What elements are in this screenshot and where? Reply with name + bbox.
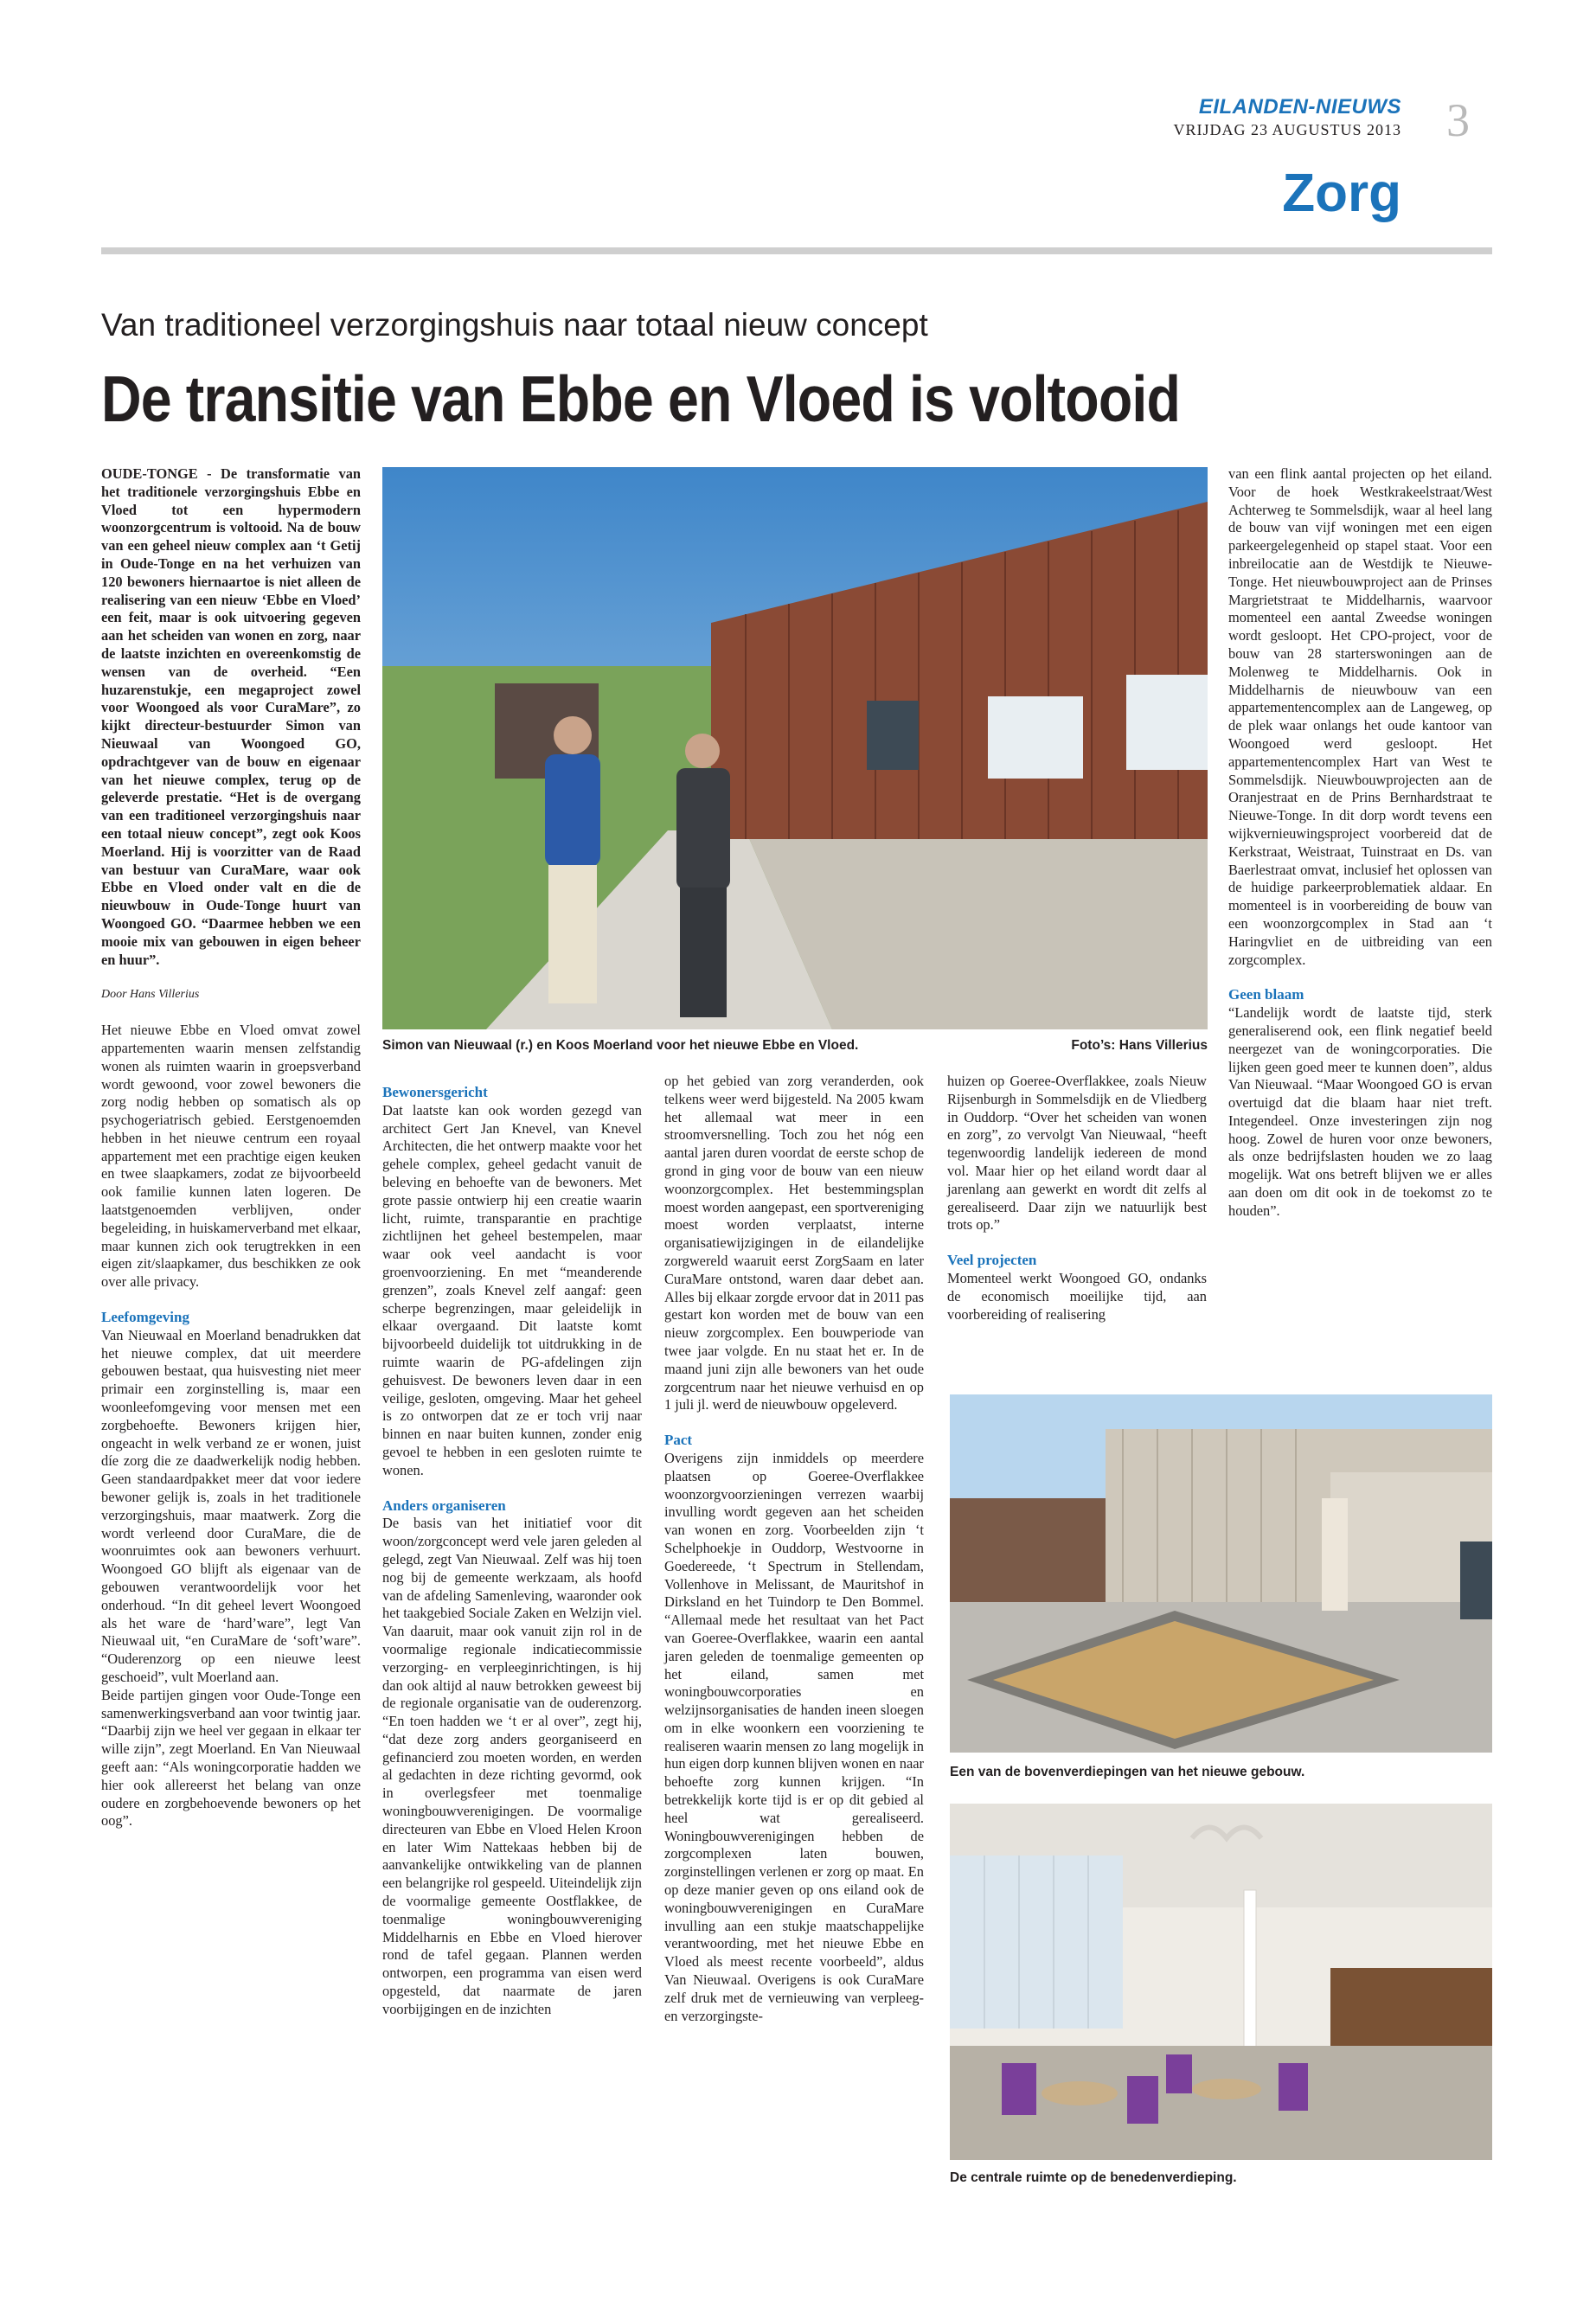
column-1 [101, 465, 361, 1830]
main-photo-caption: Simon van Nieuwaal (r.) en Koos Moerland voor het nieuwe Ebbe en Vloed. [382, 1038, 859, 1053]
subhead-geen-blaam: Geen blaam [1228, 986, 1304, 1003]
photo-credit: Foto’s: Hans Villerius [1071, 1038, 1208, 1053]
body-paragraph: “Landelijk wordt de laatste tijd, sterk generaliserend ook, een flink negatief beeld neergezet van de woningcorporaties. Die lijken geen goed meer te kunnen doen”, aldus Van Nieuwaal. “Maar Woongoed GO is ervan overtuigd dat die blaam haar niet treft. Integendeel. Onze investeringen zijn nog hoog. Zowel de huren voor onze bewoners, als onze bedrijfslasten houden we zo laag mogelijk. Wat ons betreft blijven we er alles aan doen om dit ook in de toekomst zo te houden”. [1228, 1004, 1492, 1219]
column-4 [947, 1073, 1207, 1324]
body-paragraph: De basis van het initiatief voor dit woon/zorgconcept werd vele jaren geleden al gelegd, zegt Van Nieuwaal. Zelf was hij toen nog bij de gemeente werkzaam, als hoofd van de afdeling Samenleving, waaronder ook het taakgebied Sociale Zaken en Welzijn viel. Van daaruit, maar ook vanuit zijn rol in de voormalige regionale indicatiecommissie verzorging- en verpleeginrichtingen, is hij dan ook altijd al nauw betrokken geweest bij de regionale organisatie van de ouderenzorg. “En toen hadden we ‘t er al over”, zegt hij, “dat deze zorg anders georganiseerd en gefinancierd zou moeten worden, en werden al gedachten in deze richting gevormd, ook in overlegsfeer met toenmalige woningbouwverenigingen. De voormalige directeuren van Ebbe en Vloed Helen Kroon en later Wim Nattekaas hebben bij de aanvankelijke ontwikkeling van de plannen een belangrijke rol gespeeld. Uiteindelijk zijn de voormalige gemeente Oostflakkee, de toenmalige woningbouwvereniging Middelharnis en Ebbe en Vloed hierover rond de tafel gegaan. Plannen werden ontworpen, een programma van eisen werd opgesteld, dat naarmate de jaren voorbijgingen en de inzichten [382, 1515, 642, 2017]
third-photo-caption: De centrale ruimte op de benedenverdieping. [950, 2170, 1237, 2185]
second-photo [950, 1394, 1492, 1753]
body-paragraph: op het gebied van zorg veranderden, ook telkens weer werd bijgesteld. Na 2005 kwam het allemaal wat meer in een stroomversnelling. Toch zou het nóg een aantal jaren duren voordat de eerste schop de grond in ging voor de bouw van een nieuw woonzorgcomplex. Het bestemmingsplan moest worden aangepast, een sportvereniging moest worden verplaatst, interne organisatiewijzigingen in de eilandelijke zorgwereld waaruit eerst ZorgSaam en later CuraMare ontstond, waren daar debet aan. Alles bij elkaar zorgde ervoor dat in 2011 pas gestart kon worden met de bouw van een nieuw zorgcomplex. Een bouwperiode van twee jaar volgde. En nu staat het er. In de maand juni zijn alle bewoners van het oude zorgcentrum naar het nieuwe verhuisd en op 1 juli jl. werd de nieuwbouw opgeleverd. [664, 1073, 924, 1413]
subhead-veel-projecten: Veel projecten [947, 1252, 1037, 1269]
column-3 [664, 1073, 924, 2025]
third-photo [950, 1804, 1492, 2160]
issue-date: VRIJDAG 23 AUGUSTUS 2013 [1173, 121, 1401, 138]
lead-paragraph: OUDE-TONGE - De transformatie van het traditionele verzorgingshuis Ebbe en Vloed tot een hypermodern woonzorgcentrum is voltooid. Na de bouw van een geheel nieuw complex aan ‘t Getij in Oude-Tonge en na het verhuizen van 120 bewoners hiernaartoe is niet alleen de realisering van een nieuw ‘Ebbe en Vloed’ een feit, maar is ook uitvoering gegeven aan het scheiden van wonen en zorg, naar de laatste inzichten en overeenkomstig de wensen van de overheid. “Een huzarenstukje, een megaproject zowel voor Woongoed als voor CuraMare”, zo kijkt directeur-bestuurder Simon van Nieuwaal van Woongoed GO, opdrachtgever van de bouw en eigenaar van het nieuwe complex, terug op de geleverde prestatie. “Het is de overgang van een traditioneel verzorgingshuis naar een totaal nieuw concept”, zegt ook Koos Moerland. Hij is voorzitter van de Raad van bestuur van CuraMare, waar ook Ebbe en Vloed onder valt en die de nieuwbouw in Oude-Tonge huurt van Woongoed GO. “Daarmee hebben we een mooie mix van gebouwen in eigen beheer en huur”. [101, 465, 361, 968]
newspaper-brand: EILANDEN-NIEUWS [1198, 95, 1401, 119]
column-5 [1228, 465, 1492, 1221]
column-2 [382, 1084, 642, 2019]
body-paragraph: van een flink aantal projecten op het eiland. Voor de hoek Westkrakeelstraat/West Achterweg te Sommelsdijk, waar al heel lang de bouw van vijf woningen met een eigen parkeergelegenheid op stapel staat. Voor een inbreilocatie aan de Westdijk te Nieuwe-Tonge. Het nieuwbouwproject aan de Prinses Margrietstraat te Middelharnis, waarvoor momenteel een aantal Zweedse woningen wordt gesloopt. Het CPO-project, voor de bouw van 28 starterswoningen aan de Molenweg te Middelharnis. Ook in Middelharnis de nieuwbouw van een appartementencomplex aan de Langeweg, op de plek waar onlangs het oude kantoor van Woongoed werd gesloopt. Het appartementencomplex Hart van West te Sommelsdijk. Nieuwbouwprojecten aan de Oranjestraat en de Prins Bernhardstraat te Nieuwe-Tonge. In dit dorp wordt tevens een wijkvernieuwingsproject voorbereid dat de Kerkstraat, Weistraat, Tuinstraat en Ds. van Baerlestraat omvat, inclusief het oplossen van de huidige parkeerproblematiek aldaar. En momenteel is in voorbereiding de bouw van een woonzorgcomplex in Stad aan ‘t Haringvliet en de uitbreiding van een zorgcomplex. [1228, 465, 1492, 968]
section-title: Zorg [1282, 163, 1401, 223]
headline: De transitie van Ebbe en Vloed is voltooid [101, 362, 1180, 435]
subhead-anders-organiseren: Anders organiseren [382, 1497, 506, 1514]
body-paragraph: Van Nieuwaal en Moerland benadrukken dat het nieuwe complex, dat uit meerdere gebouwen bestaat, qua huisvesting niet meer primair een zorginstelling is, maar een woonleefomgeving voor mensen met een zorgbehoefte. Bewoners krijgen hier, ongeacht in welk verband ze er wonen, juist díe zorg die ze daadwerkelijk nodig hebben. Geen standaardpakket meer dat voor iedere bewoner gelijk is, zoals in het traditionele verzorgingshuis, maar maatwerk. Zorg die wordt verleend door CuraMare, die de woonruimtes ook aan bewoners verhuurt. Woongoed GO blijft als eigenaar van de gebouwen verantwoordelijk voor het onderhoud. “In dit geheel levert Woongoed als het ware de ‘hard’ware”, legt Van Nieuwaal uit, “en CuraMare de ‘soft’ware”. “Ouderenzorg op een nieuwe leest geschoeid”, vult Moerland aan. [101, 1326, 361, 1685]
body-paragraph: huizen op Goeree-Overflakkee, zoals Nieuw Rijsenburgh in Sommelsdijk en de Vliedberg in Ouddorp. “Over het scheiden van wonen en zorg”, zo vervolgt Van Nieuwaal, “heeft tegenwoordig landelijk iedereen de mond vol. Maar hier op het eiland wordt daar al jarenlang aan gewerkt en wordt dit zelfs al gerealiseerd. Daar zijn we natuurlijk best trots op.” [947, 1073, 1207, 1234]
subhead-leefomgeving: Leefomgeving [101, 1309, 189, 1326]
body-paragraph: Overigens zijn inmiddels op meerdere plaatsen op Goeree-Overflakkee woonzorgvoorzieningen verrezen waarbij invulling wordt gegeven aan het scheiden van wonen en zorg. Voorbeelden zijn ‘t Schelphoekje in Ouddorp, Westvoorne in Goedereede, ‘t Spectrum in Stellendam, Vollenhove in Melissant, de Mauritshof in Dirksland en het Tuindorp te Den Bommel. “Allemaal mede het resultaat van het Pact van Goeree-Overflakkee, waarin een aantal jaren geleden de toenmalige gemeenten op het eiland, samen met woningbouwcorporaties en welzijnsorganisaties de handen ineen sloegen om in elke woonkern een voorziening te realiseren waarin mensen zo lang mogelijk in hun eigen dorp kunnen blijven wonen en naar behoefte zorg kunnen krijgen. “In betrekkelijk korte tijd is er op dit gebied al heel wat gerealiseerd. Woningbouwverenigingen hebben de zorgcomplexen laten bouwen, zorginstellingen verlenen er zorg op maat. En op deze manier geven op ons eiland ook de woningbouwverenigingen en CuraMare invulling aan een stukje maatschappelijke verantwoording, met het nieuwe Ebbe en Vloed als meest recente voorbeeld”, aldus Van Nieuwaal. Overigens is ook CuraMare zelf druk met de vernieuwing van verpleeg- en verzorgingste- [664, 1449, 924, 2024]
kicker: Van traditioneel verzorgingshuis naar totaal nieuw concept [101, 307, 928, 343]
main-photo [382, 467, 1208, 1029]
body-paragraph: Beide partijen gingen voor Oude-Tonge een samenwerkingsverband aan voor twintig jaar. “Daarbij zijn we heel ver gegaan in elkaar ter wille zijn”, zegt Moerland. En Van Nieuwaal geeft aan: “Als woningcorporatie hadden we hier ook allereerst het belang van onze oudere en zorgbehoevende bewoners op het oog”. [101, 1686, 361, 1830]
subhead-pact: Pact [664, 1432, 693, 1449]
byline: Door Hans Villerius [101, 988, 200, 1002]
body-paragraph: Momenteel werkt Woongoed GO, ondanks de economisch moeilijke tijd, aan voorbereiding of realisering [947, 1269, 1207, 1323]
masthead [1173, 95, 1401, 139]
second-photo-caption: Een van de bovenverdiepingen van het nieuwe gebouw. [950, 1765, 1305, 1779]
body-paragraph: Dat laatste kan ook worden gezegd van architect Gert Jan Knevel, van Knevel Architecten, die het ontwerp maakte voor het gehele complex, geheel gedacht vanuit de beleving en behoefte van de bewoners. Met grote passie ontwierp hij een creatie waarin licht, ruimte, transparantie en prachtige zichtlijnen het geheel bestempelen, maar waar ook veel aandacht is voor groenvoorziening. En met “meanderende grenzen”, zoals Knevel zelf aangaf: geen scherpe begrenzingen, maar geleidelijk in elkaar overgaand. Dit laatste komt bijvoorbeeld duidelijk tot uitdrukking in de ruimte waarin de PG-afdelingen zijn gehuisvest. De bewoners leven daar in een veilige, gesloten, omgeving. Maar het geheel is zo ontworpen dat ze er toch vrij naar binnen en naar buiten kunnen, zonder enig gevoel te hebben in een gesloten ruimte te wonen. [382, 1101, 642, 1478]
subhead-bewonersgericht: Bewonersgericht [382, 1084, 488, 1100]
header-rule [101, 247, 1492, 254]
page-number: 3 [1446, 94, 1470, 146]
body-paragraph: Het nieuwe Ebbe en Vloed omvat zowel appartementen waarin mensen zelfstandig wonen als ruimten waarin in groepsverband wordt gewoond, voor zowel bewoners die zorg nodig hebben op somatisch als op psychogeriatrisch gebied. Eerstgenoemden hebben in het nieuwe centrum een royaal appartement met een prachtige eigen keuken en twee slaapkamers, zodat ze bijvoorbeeld ook familie kunnen laten logeren. De laatstgenoemden verblijven, onder begeleiding, in huiskamerverband met elkaar, maar kunnen zich ook terugtrekken in een eigen zit/slaapkamer, dus beschikken ze ook over alle privacy. [101, 1022, 361, 1291]
